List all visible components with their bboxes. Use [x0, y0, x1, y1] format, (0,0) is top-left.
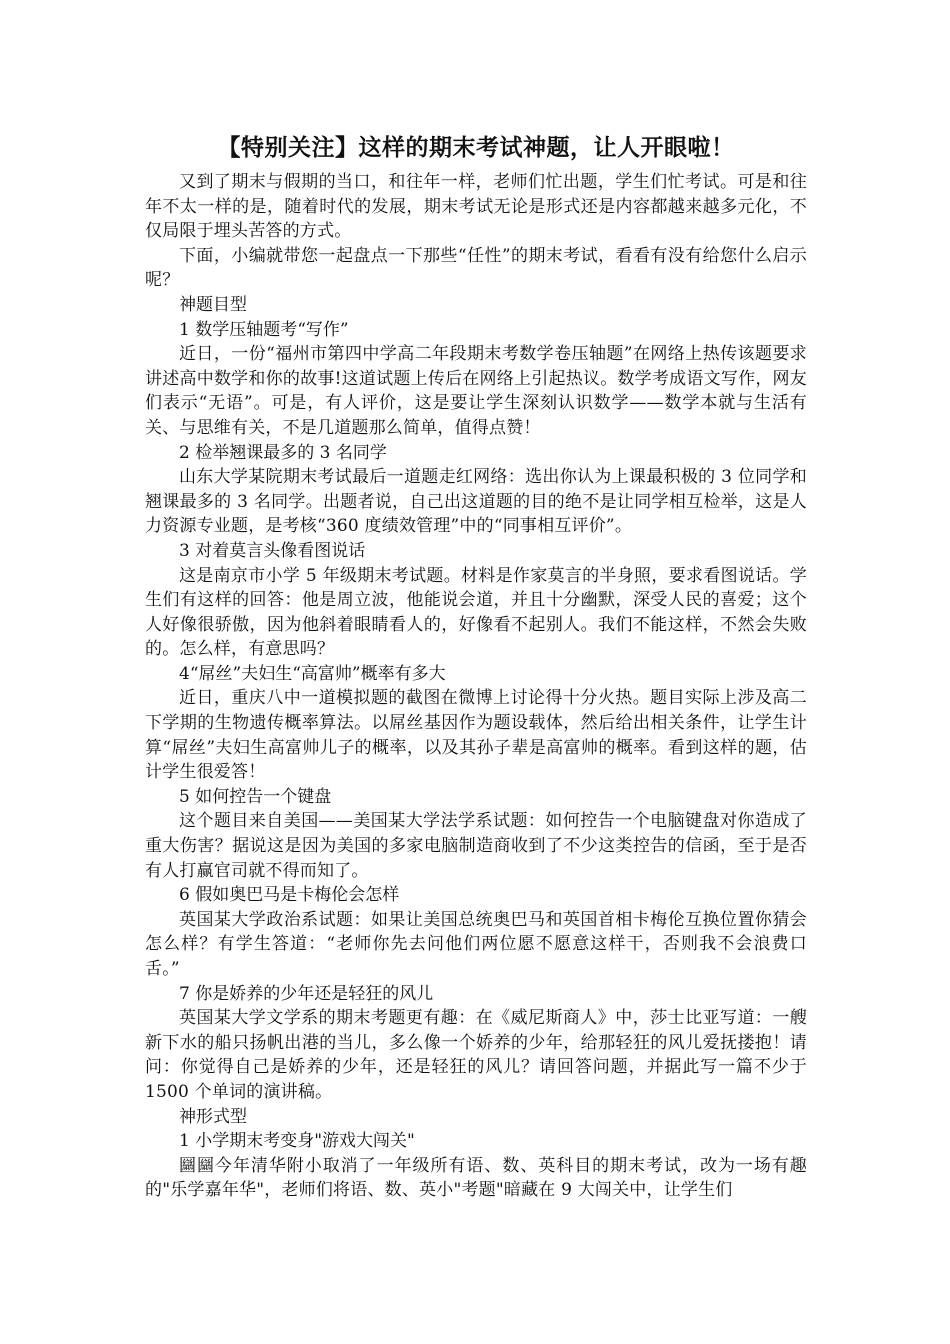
item-body: 山东大学某院期末考试最后一道题走红网络：选出你认为上课最积极的 3 位同学和翘课最多的 3 名同学。出题者说，自己出这道题的目的绝不是让同学相互检举，这是人力资源专业题，是考核“360 度绩效管理”中的“同事相互评价”。 [145, 467, 807, 537]
document-title: 【特别关注】这样的期末考试神题，让人开眼啦！ [217, 135, 735, 161]
item-body: 这个题目来自美国——美国某大学法学系试题：如何控告一个电脑键盘对你造成了重大伤害？据说这是因为美国的多家电脑制造商收到了不少这类控告的信函，至于是否有人打赢官司就不得而知了。 [145, 811, 807, 881]
item-body: 近日，重庆八中一道模拟题的截图在微博上讨论得十分火热。题目实际上涉及高二下学期的生物遗传概率算法。以屌丝基因作为题设载体，然后给出相关条件，让学生计算“屌丝”夫妇生高富帅儿子的概率，以及其孙子辈是高富帅的概率。看到这样的题，估计学生很爱答！ [145, 688, 807, 783]
item-body: 圝圝今年清华附小取消了一年级所有语、数、英科目的期末考试，改为一场有趣的"乐学嘉年华"，老师们将语、数、英小"考题"暗藏在 9 大闯关中，让学生们 [145, 1155, 807, 1201]
section-heading: 神形式型 [179, 1106, 247, 1127]
item-heading: 6 假如奥巴马是卡梅伦会怎样 [179, 885, 400, 906]
item-heading: 5 如何控告一个键盘 [179, 786, 332, 807]
item-heading: 2 检举翘课最多的 3 名同学 [179, 442, 387, 463]
item-heading: 4“屌丝”夫妇生“高富帅”概率有多大 [179, 663, 446, 684]
section-heading: 神题目型 [179, 294, 247, 315]
item-heading: 7 你是娇养的少年还是轻狂的风儿 [179, 983, 434, 1004]
item-heading: 1 小学期末考变身"游戏大闯关" [179, 1131, 415, 1152]
document-page [145, 128, 807, 1203]
paragraph-intro: 又到了期末与假期的当口，和往年一样，老师们忙出题，学生们忙考试。可是和往年不太一样的是，随着时代的发展，期末考试无论是形式还是内容都越来越多元化，不仅局限于埋头苦答的方式。 [145, 172, 807, 242]
item-heading: 3 对着莫言头像看图说话 [179, 540, 366, 561]
item-body: 英国某大学政治系试题：如果让美国总统奥巴马和英国首相卡梅伦互换位置你猜会怎么样？有学生答道：“老师你先去问他们两位愿不愿意这样干，否则我不会浪费口舌。” [145, 909, 807, 979]
item-heading: 1 数学压轴题考“写作” [179, 319, 349, 340]
item-body: 英国某大学文学系的期末考题更有趣：在《威尼斯商人》中，莎士比亚写道：一艘新下水的船只扬帆出港的当儿，多么像一个娇养的少年，给那轻狂的风儿爱抚搂抱！请问：你觉得自己是娇养的少年，还是轻狂的风儿？请回答问题，并据此写一篇不少于 1500 个单词的演讲稿。 [145, 1008, 807, 1102]
item-body: 这是南京市小学 5 年级期末考试题。材料是作家莫言的半身照，要求看图说话。学生们有这样的回答：他是周立波，他能说会道，并且十分幽默，深受人民的喜爱；这个人好像很骄傲，因为他斜着眼睛看人的，好像看不起别人。我们不能这样，不然会失败的。怎么样，有意思吗？ [145, 565, 807, 660]
paragraph-lead: 下面，小编就带您一起盘点一下那些“任性”的期末考试，看看有没有给您什么启示呢？ [145, 245, 807, 291]
item-body: 近日，一份“福州市第四中学高二年段期末考数学卷压轴题”在网络上热传该题要求讲述高中数学和你的故事!这道试题上传后在网络上引起热议。数学考成语文写作，网友们表示“无语”。可是，有人评价，这是要让学生深刻认识数学——数学本就与生活有关、与思维有关，不是几道题那么简单，值得点赞！ [145, 344, 807, 438]
